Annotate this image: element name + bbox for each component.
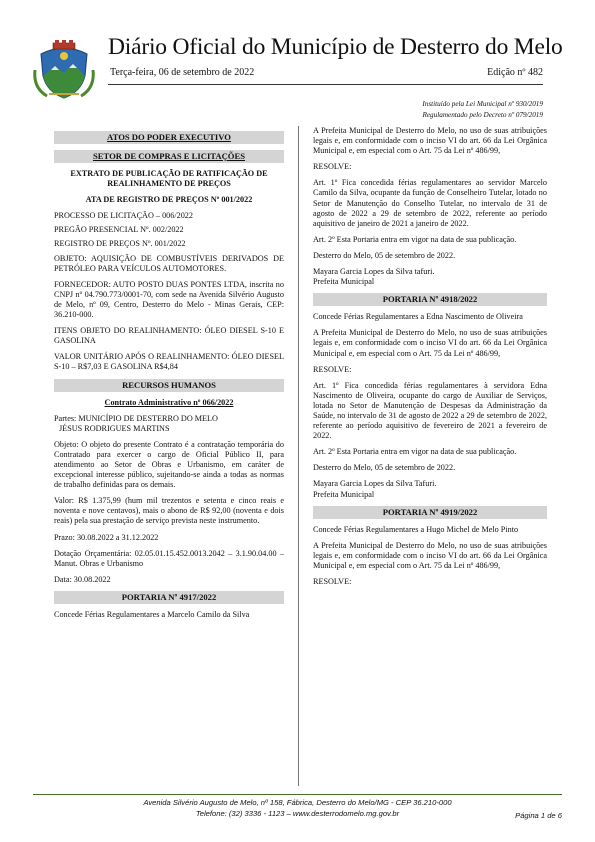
portaria-4917-resolve: RESOLVE: [313, 162, 352, 172]
section-executive-acts: ATOS DO PODER EXECUTIVO [54, 131, 284, 144]
registro-number: REGISTRO DE PREÇOS Nº. 001/2022 [54, 239, 186, 249]
portaria-4917-intro: A Prefeita Municipal de Desterro do Melo, no uso de suas atribuições legais e, em conformidade com o inciso VI do art. 66 da Lei Orgânica Municipal e, em especial com o Art. 75 da Lei nº 486/99, [313, 126, 547, 156]
objeto-text: OBJETO: AQUISIÇÃO DE COMBUSTÍVEIS DERIVADOS DE PETRÓLEO PARA VEÍCULOS AUTOMOTORES. [54, 253, 284, 273]
section-purchases: SETOR DE COMPRAS E LICITAÇÕES [54, 150, 284, 163]
column-divider [298, 126, 299, 786]
portaria-4919-resolve: RESOLVE: [313, 577, 352, 586]
portaria-4918-resolve: RESOLVE: [313, 364, 352, 374]
portaria-4918-signatory-role: Prefeita Municipal [313, 489, 375, 499]
portaria-4918-signatory: Mayara Garcia Lopes da Silva Tafuri. [313, 479, 437, 489]
contract-date: Data: 30.08.2022 [54, 574, 111, 584]
contract-object: Objeto: O objeto do presente Contrato é a contratação temporária do Contratado para exercer o cargo de Oficial Público II, para atendimento ao Setor de Obras e Urbanismo, em caráter de excepcional interesse público, sujeitando-se ainda a todas as normas de trabalho definidas para os demais. [54, 439, 284, 490]
extract-title: EXTRATO DE PUBLICAÇÃO DE RATIFICAÇÃO DE REALINHAMENTO DE PREÇOS [70, 169, 268, 189]
contract-term: Prazo: 30.08.2022 a 31.12.2022 [54, 532, 159, 542]
contract-parties: Partes: MUNICÍPIO DE DESTERRO DO MELO [54, 413, 218, 423]
budget-allocation: Dotação Orçamentária: 02.05.01.15.452.0013.2042 – 3.1.90.04.00 – Manut. Obras e Urbanismo [54, 548, 284, 568]
section-human-resources: RECURSOS HUMANOS [54, 379, 284, 392]
contract-parties-second: JÉSUS RODRIGUES MARTINS [59, 423, 170, 433]
portaria-4917-signatory-role: Prefeita Municipal [313, 277, 375, 287]
portaria-4917-summary: Concede Férias Regulamentares a Marcelo Camilo da Silva [54, 609, 250, 619]
edition-number: Edição nº 482 [487, 67, 543, 78]
ata-title: ATA DE REGISTRO DE PREÇOS Nº 001/2022 [85, 195, 253, 205]
portaria-4918-intro: A Prefeita Municipal de Desterro do Melo, no uso de suas atribuições legais e, em conformidade com o inciso VI do art. 66 da Lei Orgânica Municipal e, em especial com o Art. 75 da Lei nº 486/99, [313, 328, 547, 358]
process-number: PROCESSO DE LICITAÇÃO – 006/2022 [54, 211, 193, 221]
portaria-4919-summary: Concede Férias Regulamentares a Hugo Michel de Melo Pinto [313, 524, 519, 534]
fornecedor-text: FORNECEDOR: AUTO POSTO DUAS PONTES LTDA, inscrita no CNPJ nº 04.790.773/0001-70, com sede na Avenida Silvério Augusto de Melo, nº 09, Centro, Desterro do Melo - Minas Gerais, CEP: 36.210-000. [54, 279, 284, 320]
gazette-title: Diário Oficial do Município de Desterro do Melo [108, 34, 563, 60]
institution-law: Instituído pela Lei Municipal nº 930/2019 [422, 100, 543, 108]
portaria-4918-title: PORTARIA Nº 4918/2022 [313, 293, 547, 306]
left-column [54, 126, 284, 626]
itens-text: ITENS OBJETO DO REALINHAMENTO: ÓLEO DIESEL S-10 E GASOLINA [54, 326, 284, 346]
header [0, 0, 595, 125]
portaria-4918-summary: Concede Férias Regulamentares a Edna Nascimento de Oliveira [313, 312, 523, 322]
contract-value: Valor: R$ 1.375,99 (hum mil trezentos e setenta e cinco reais e noventa e nove centavos), mais o abono de R$ 92,00 (noventa e dois reais) pela sua prestação de serviço prevista neste instrumento. [54, 496, 284, 526]
portaria-4919-title: PORTARIA Nº 4919/2022 [313, 506, 547, 519]
portaria-4917-date: Desterro do Melo, 05 de setembro de 2022. [313, 250, 456, 260]
regulation-decree: Regulamentado pelo Decreto nº 079/2019 [422, 111, 543, 119]
valor-text: VALOR UNITÁRIO APÓS O REALINHAMENTO: ÓLEO DIESEL S-10 – R$7,03 E GASOLINA R$4,84 [54, 352, 284, 372]
footer-rule [33, 794, 562, 795]
pregao-number: PREGÃO PRESENCIAL Nº. 002/2022 [54, 225, 184, 235]
portaria-4917-article-2: Art. 2º Esta Portaria entra em vigor na data de sua publicação. [313, 234, 517, 244]
footer-contact: Telefone: (32) 3336 - 1123 – www.desterrodomelo.mg.gov.br [195, 809, 400, 818]
portaria-4918-date: Desterro do Melo, 05 de setembro de 2022. [313, 463, 456, 473]
portaria-4918-article-1: Art. 1º Fica concedida férias regulamentares à servidora Edna Nascimento de Oliveira, ocupante do cargo de Auxiliar de Serviços, lotada no Setor de Manutenção de Despesas da Administração da Saúde, no intervalo de 31 de agosto de 2022 a 29 de setembro de 2022, referente ao período aquisitivo de fevereiro de 2021 a fevereiro de 2022. [313, 380, 547, 441]
contract-title: Contrato Administrativo nº 066/2022 [104, 397, 234, 407]
header-rule [108, 84, 543, 85]
municipal-coat-of-arms [33, 40, 95, 100]
portaria-4917-title: PORTARIA Nº 4917/2022 [54, 591, 284, 604]
page-number: Página 1 de 6 [515, 811, 562, 820]
portaria-4917-signatory: Mayara Garcia Lopes da Silva tafuri. [313, 267, 435, 277]
portaria-4918-article-2: Art. 2º Esta Portaria entra em vigor na data de sua publicação. [313, 447, 517, 457]
portaria-4917-article-1: Art. 1º Fica concedida férias regulamentares ao servidor Marcelo Camilo da Silva, ocupante da função de Conselheiro Tutelar, lotado no Setor de Manutenção do Conselho Tutelar, no intervalo de 31 de agosto de 2022 a 29 de setembro de 2022, referente ao período aquisitivo de janeiro de 2021 a janeiro de 2022. [313, 178, 547, 228]
right-column [313, 126, 547, 593]
footer-address: Avenida Silvério Augusto de Melo, nº 158, Fábrica, Desterro do Melo/MG - CEP 36.210-000 [143, 798, 452, 807]
portaria-4919-intro: A Prefeita Municipal de Desterro do Melo, no uso de suas atribuições legais e, em conformidade com o inciso VI do art. 66 da Lei Orgânica Municipal e, em especial com o Art. 75 da Lei nº 486/99, [313, 540, 547, 570]
publication-date: Terça-feira, 06 de setembro de 2022 [110, 67, 255, 78]
